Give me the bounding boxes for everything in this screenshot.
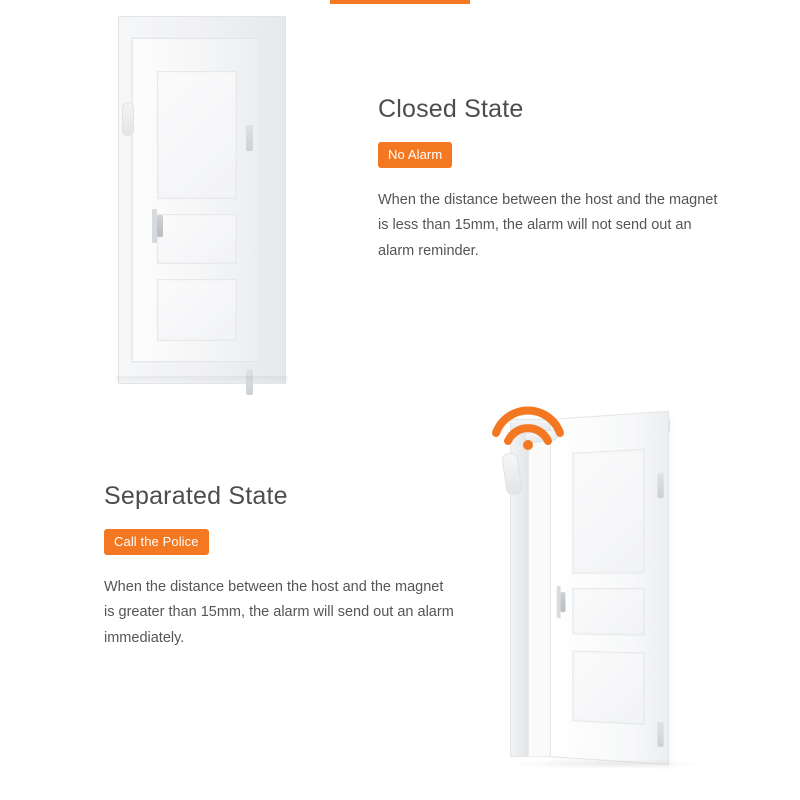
open-door-illustration xyxy=(480,405,780,775)
closed-state-description: When the distance between the host and the magnet is less than 15mm, the alarm will not send out an alarm reminder. xyxy=(378,191,718,260)
separated-state-text-block xyxy=(104,483,454,652)
door-hinge-top xyxy=(246,125,253,151)
separated-state-badge: Call the Police xyxy=(104,529,209,555)
open-door-hinge-bottom xyxy=(657,722,663,747)
open-door-panel-middle xyxy=(572,588,645,636)
open-door-panel-top xyxy=(572,449,645,574)
door-leaf xyxy=(132,38,260,362)
closed-door-illustration xyxy=(110,16,290,384)
separated-state-description: When the distance between the host and the magnet is greater than 15mm, the alarm will send out an alarm immediately. xyxy=(104,578,454,647)
separated-state-title: Separated State xyxy=(104,482,288,510)
closed-state-badge: No Alarm xyxy=(378,142,452,168)
door-panel-top xyxy=(157,71,237,199)
open-door-hinge-top xyxy=(657,473,663,498)
open-door-floor-shadow xyxy=(506,759,706,769)
open-door-handle xyxy=(561,592,566,612)
open-door-panel-bottom xyxy=(572,651,645,726)
door-panel-bottom xyxy=(157,279,237,341)
section-separated-state xyxy=(0,395,800,800)
floor-shadow xyxy=(116,376,288,384)
door-sensor-device xyxy=(122,102,134,136)
closed-state-text-block xyxy=(378,96,728,265)
closed-state-title: Closed State xyxy=(378,95,524,123)
alarm-signal-icon xyxy=(488,397,568,453)
door-panel-middle xyxy=(157,214,237,264)
door-handle xyxy=(157,215,163,237)
open-door-leaf xyxy=(550,411,669,765)
